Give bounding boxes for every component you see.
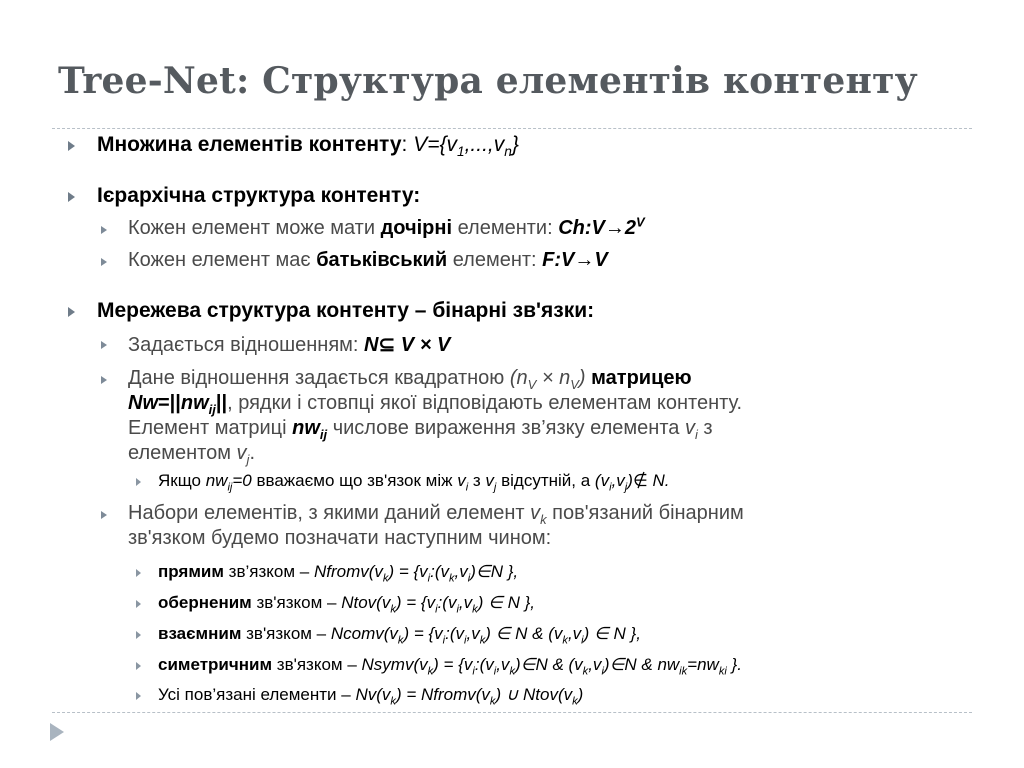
item-direct-link: прямим зв’язком – $Nfromv(v_k)$ = {$v_i:(v_k,v_i)\in N$ }, — [158, 562, 519, 585]
sub-sub-bullet-arrow-icon — [136, 478, 141, 486]
sub-sub-bullet-arrow-icon — [136, 631, 141, 639]
slide-title — [58, 60, 918, 102]
sub-sub-bullet-arrow-icon — [136, 600, 141, 608]
sub-sub-bullet-arrow-icon — [136, 662, 141, 670]
bullet-hierarchy: Ієрархічна структура контенту: — [97, 184, 421, 207]
item-matrix-line4: елементом $v_j$. — [128, 442, 255, 467]
sub-sub-bullet-arrow-icon — [136, 569, 141, 577]
item-sets-line1: Набори елементів, з якими даний елемент $v_k$ пов'язаний бінарним — [128, 502, 744, 527]
item-mutual-link: взаємним зв'язком – $Ncomv(v_k)$ = {$v_i:(v_i,v_k)$ ∈ N & $(v_k,v_i)$ ∈ N }, — [158, 624, 641, 647]
title-divider — [52, 128, 972, 129]
item-parent: Кожен елемент має батьківський елемент: F:V→V — [128, 249, 608, 271]
title-brand: Tree-Net — [58, 60, 236, 102]
item-relation: Задається відношенням: N⊆ V × V — [128, 334, 451, 356]
sub-bullet-arrow-icon — [101, 511, 107, 519]
item-all-links: Усі пов’язані елементи – $Nv(v_k)$ = $Nfromv(v_k)$ ∪ $Ntov(v_k)$ — [158, 685, 584, 708]
sub-bullet-arrow-icon — [101, 376, 107, 384]
item-symmetric-link: симетричним зв'язком – $Nsymv(v_k)$ = {$v_i:(v_i,v_k)\in N$ & $(v_k,v_i)\in N$ & $nw_{ik}=nw_{ki}$ }. — [158, 655, 742, 678]
item-sets-line2: зв'язком будемо позначати наступним чином: — [128, 527, 552, 549]
sub-bullet-arrow-icon — [101, 341, 107, 349]
bullet-arrow-icon — [68, 141, 75, 151]
sub-bullet-arrow-icon — [101, 258, 107, 266]
bullet-network: Мережева структура контенту – бінарні зв'язки: — [97, 299, 595, 322]
bullet-content-set: Множина елементів контенту: $V=\{v_1,...,v_n\}$ — [97, 133, 519, 160]
item-matrix-line1: Дане відношення задається квадратною $(n_V \times n_V)$ матрицею — [128, 367, 692, 392]
sub-bullet-arrow-icon — [101, 226, 107, 234]
bullet-arrow-icon — [68, 307, 75, 317]
item-zero-link: Якщо $nw_{ij}=0$ вважаємо що зв'язок між $v_i$ з $v_j$ відсутній, а $(v_i,v_j)\notin$ N. — [158, 471, 670, 494]
item-matrix-line2: $Nw=||nw_{ij}||$, рядки і стовпці якої відповідають елементам контенту. — [128, 392, 743, 417]
footer-divider — [52, 712, 972, 713]
item-children: Кожен елемент може мати дочірні елементи: $Ch:V\to 2^V$ — [128, 214, 645, 239]
sub-sub-bullet-arrow-icon — [136, 692, 141, 700]
item-matrix-line3: Елемент матриці $nw_{ij}$ числове вираження зв’язку елемента $v_i$ з — [128, 417, 713, 442]
item-inverse-link: оберненим зв'язком – $Ntov(v_k)$ = {$v_i:(v_i,v_k)$ ∈ N }, — [158, 593, 536, 616]
title-text: : Структура елементів контенту — [235, 60, 918, 102]
slide-nav-triangle-icon — [50, 723, 64, 741]
bullet-arrow-icon — [68, 192, 75, 202]
